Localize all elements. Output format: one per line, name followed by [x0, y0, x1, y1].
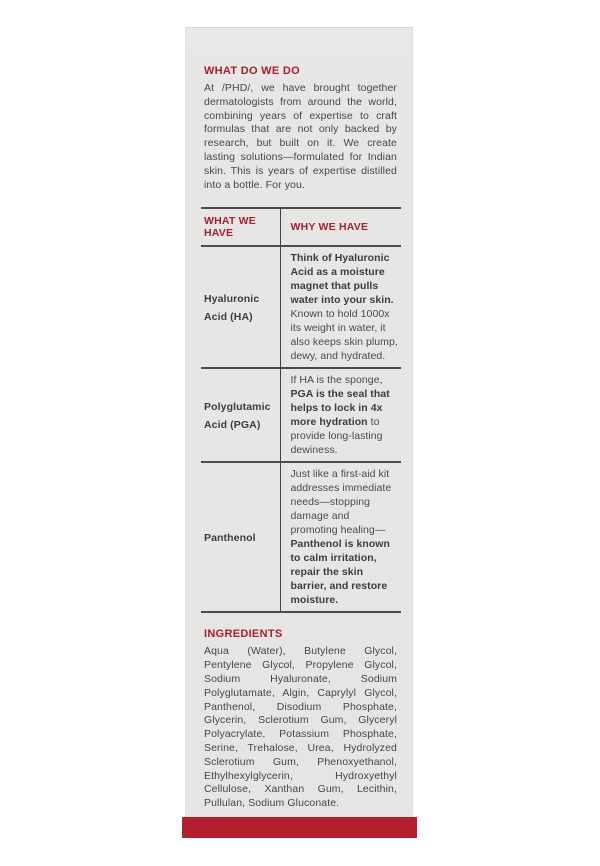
ingredient-name: Hyaluronic Acid (HA): [204, 293, 260, 324]
benefit-bold-text: Think of Hyaluronic Acid as a moisture magnet that pulls water into your skin.: [290, 252, 394, 307]
what-do-we-do-body: At /PHD/, we have brought together dermatologists from around the world, combining years of expertise to craft formulas that are not only backed by research, but built on it. We create lasting solutions—formulated for Indian skin. This is years of expertise distilled into a bottle. For you.: [204, 82, 397, 191]
col-header-why-we-have: WHY WE HAVE: [290, 221, 369, 234]
table-row-polyglutamic-acid: [201, 368, 401, 462]
ingredients-list: Aqua (Water), Butylene Glycol, Pentylene Glycol, Propylene Glycol, Sodium Hyaluronate, Sodium Polyglutamate, Algin, Caprylyl Glycol, Panthenol, Disodium Phosphate, Glycerin, Sclerotium Gum, Glyceryl Polyacrylate, Potassium Phosphate, Serine, Trehalose, Urea, Hydrolyzed Sclerotium Gum, Phenoxyethanol, Ethylhexylglycerin, Hydroxyethyl Cellulose, Xanthan Gum, Lecithin, Pullulan, Sodium Gluconate.: [204, 645, 397, 810]
ingredient-name: Panthenol: [204, 532, 256, 545]
benefit-regular-text: to provide long-lasting dewiness.: [290, 416, 383, 457]
table-header-row: [201, 208, 401, 246]
ingredient-name-cell: [201, 246, 280, 368]
ingredient-benefit-cell: [280, 368, 401, 462]
benefit-regular-text: If HA is the sponge,: [290, 374, 383, 387]
section-what-do-we-do: [185, 27, 413, 192]
ingredient-benefit-cell: [280, 246, 401, 368]
benefit-bold-text: PGA is the seal that helps to lock in 4x more hydration: [290, 388, 390, 429]
packaging-back-panel: [185, 27, 413, 817]
table-row-hyaluronic-acid: [201, 246, 401, 368]
ingredient-name-cell: [201, 368, 280, 462]
benefit-regular-text: Known to hold 1000x its weight in water, it also keeps skin plump, dewy, and hydrated.: [290, 308, 398, 363]
col-header-what-we-have: WHAT WE HAVE: [201, 208, 280, 246]
benefit-regular-text: Just like a first-aid kit addresses immediate needs—stopping damage and promoting healing—: [290, 468, 392, 537]
ingredient-name: Polyglutamic Acid (PGA): [204, 401, 271, 432]
ingredient-benefits-table: [201, 207, 401, 613]
benefit-bold-text: Panthenol is known to calm irritation, repair the skin barrier, and restore moisture.: [290, 538, 390, 607]
ingredients-heading: INGREDIENTS: [204, 628, 283, 641]
section-ingredients: [185, 628, 413, 811]
ingredient-benefit-cell: [280, 462, 401, 612]
what-do-we-do-heading: WHAT DO WE DO: [204, 65, 300, 77]
panel-base-red-bar: [182, 817, 417, 838]
ingredient-name-cell: [201, 462, 280, 612]
table-row-panthenol: [201, 462, 401, 612]
